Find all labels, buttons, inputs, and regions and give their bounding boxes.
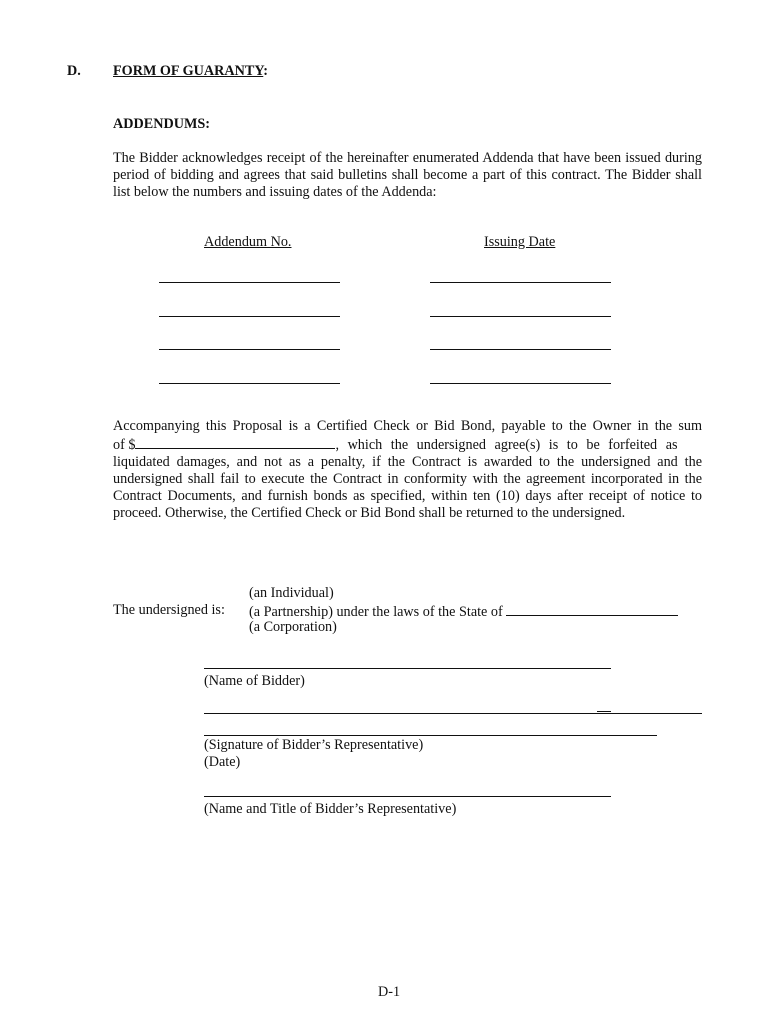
issuing-date-field[interactable] — [430, 282, 611, 283]
proposal-line-2 — [113, 435, 702, 454]
addendum-no-field[interactable] — [159, 316, 340, 317]
date-label: (Date) — [204, 754, 241, 770]
undersigned-label: The undersigned is: — [113, 602, 225, 618]
proposal-of-prefix: of $ — [113, 437, 136, 453]
option-corporation: (a Corporation) — [249, 619, 337, 635]
signature-field-mark — [597, 711, 611, 712]
name-of-bidder-field[interactable] — [204, 668, 611, 669]
addendums-heading: ADDENDUMS: — [113, 116, 210, 132]
addendum-no-header: Addendum No. — [204, 234, 292, 250]
section-letter: D. — [67, 63, 81, 79]
addendum-no-field[interactable] — [159, 383, 340, 384]
proposal-paragraph — [113, 418, 702, 522]
addendum-no-field[interactable] — [159, 282, 340, 283]
issuing-date-field[interactable] — [430, 316, 611, 317]
page-number: D-1 — [378, 984, 401, 1000]
proposal-line-1: Accompanying this Proposal is a Certified Check or Bid Bond, payable to the Owner in the sum — [113, 418, 702, 434]
signature-field[interactable] — [204, 713, 702, 714]
name-title-rep-field[interactable] — [204, 796, 611, 797]
option-individual: (an Individual) — [249, 585, 334, 601]
issuing-date-header: Issuing Date — [484, 234, 556, 250]
sum-amount-field[interactable] — [135, 435, 335, 449]
name-of-bidder-label: (Name of Bidder) — [204, 673, 305, 689]
proposal-rest: liquidated damages, and not as a penalty, if the Contract is awarded to the undersigned and the undersigned shall fail to execute the Contract in conformity with the agreement incorporated in the Contract Documents, and furnish bonds as specified, within ten (10) days after receipt of notice to proceed. Otherwise, the Certified Check or Bid Bond shall be returned to the undersigned. — [113, 454, 702, 521]
signature-rep-label: (Signature of Bidder’s Representative) — [204, 737, 424, 753]
issuing-date-field[interactable] — [430, 349, 611, 350]
proposal-line-2-rest: , which the undersigned agree(s) is to be forfeited as — [335, 437, 678, 453]
section-title-text: FORM OF GUARANTY — [113, 63, 264, 79]
issuing-date-field[interactable] — [430, 383, 611, 384]
name-title-rep-label: (Name and Title of Bidder’s Representative) — [204, 801, 457, 817]
addendum-no-field[interactable] — [159, 349, 340, 350]
state-field[interactable] — [506, 602, 678, 616]
section-title — [113, 63, 268, 80]
option-partnership-text: (a Partnership) under the laws of the State of — [249, 604, 503, 620]
section-title-colon: : — [263, 63, 269, 79]
date-field[interactable] — [204, 735, 657, 736]
addendums-paragraph: The Bidder acknowledges receipt of the hereinafter enumerated Addenda that have been issued during period of bidding and agrees that said bulletins shall become a part of this contract. The Bidder shall list below the numbers and issuing dates of the Addenda: — [113, 150, 702, 200]
